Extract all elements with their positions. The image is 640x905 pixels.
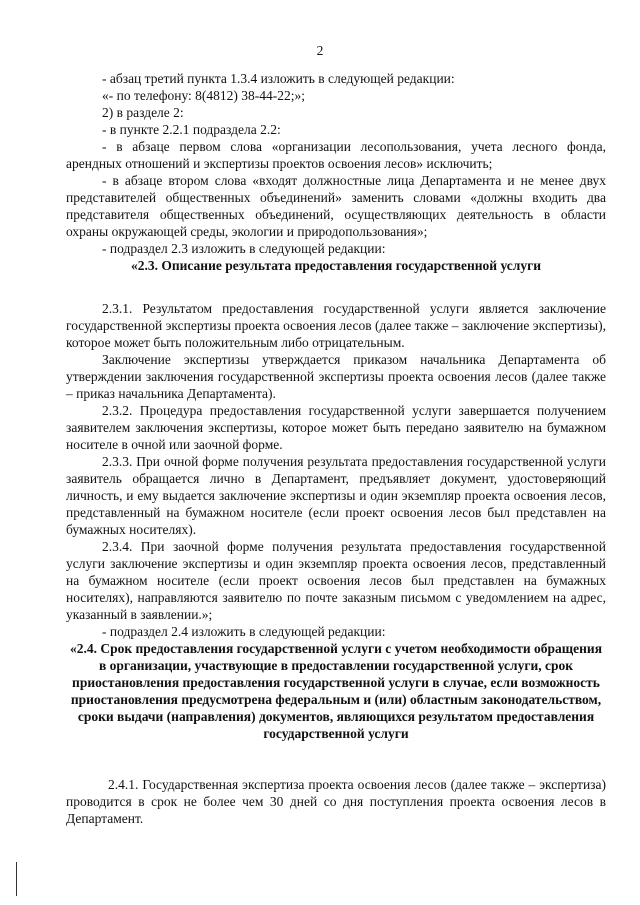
- section-heading-2-4: «2.4. Срок предоставления государственной услуги с учетом необходимости обращения в организации, участвующие в предоставлении государственной услуги, срок приостановления предоставления государственной услуги в случае, если возможность приостановления предусмотрена федеральным и (или) областным законодательством, сроки выдачи (направления) документов, являющихся результатом предоставления государственной услуги: [69, 641, 603, 741]
- page-number: 2: [316, 43, 324, 58]
- paragraph: - в абзаце первом слова «организации лесопользования, учета лесного фонда, арендных отношений и экспертизы проектов освоения лесов» исключить;: [66, 139, 606, 171]
- amendment-block-1: [66, 70, 606, 274]
- section-heading-2-3: «2.3. Описание результата предоставления государственной услуги: [130, 258, 542, 273]
- paragraph: 2.3.3. При очной форме получения результата предоставления государственной услуги заявитель обращается лично в Департамент, предъявляет документ, удостоверяющий личность, и ему выдается заключение экспертизы и один экземпляр проекта освоения лесов, представленный на бумажном носителе (если проект освоения лесов был представлен на бумажных носителях).: [66, 454, 606, 537]
- paragraph: Заключение экспертизы утверждается приказом начальника Департамента об утверждении заключения государственной экспертизы проекта освоения лесов (далее также – приказ начальника Департамента).: [66, 352, 606, 401]
- paragraph: 2.3.1. Результатом предоставления государственной услуги является заключение государственной экспертизы проекта освоения лесов (далее также – заключение экспертизы), которое может быть положительным либо отрицательным.: [66, 301, 606, 350]
- paragraph: - подраздел 2.3 изложить в следующей редакции:: [102, 241, 386, 256]
- paragraph: - подраздел 2.4 изложить в следующей редакции:: [102, 624, 386, 639]
- paragraph: «- по телефону: 8(4812) 38-44-22;»;: [102, 88, 306, 103]
- paragraph: - в пункте 2.2.1 подраздела 2.2:: [102, 122, 281, 137]
- paragraph: 2.4.1. Государственная экспертиза проекта освоения лесов (далее также – экспертиза) проводится в срок не более чем 30 дней со дня поступления проекта освоения лесов в Департамент.: [66, 777, 606, 826]
- section-2-4-body: [66, 776, 606, 827]
- paragraph: - абзац третий пункта 1.3.4 изложить в следующей редакции:: [102, 71, 455, 86]
- paragraph: 2) в разделе 2:: [102, 105, 184, 120]
- margin-mark: [16, 862, 17, 896]
- paragraph: - в абзаце втором слова «входят должностные лица Департамента и не менее двух представителей общественных объединений» заменить словами «должны входить два представителя общественных объединений, осуществляющих деятельность в области охраны окружающей среды, экологии и природопользования»;: [66, 173, 606, 239]
- paragraph: 2.3.4. При заочной форме получения результата предоставления государственной услуги заключение экспертизы и один экземпляр проекта освоения лесов, представленный на бумажном носителе (если проект освоения лесов был представлен на бумажных носителях), направляются заявителю по почте заказным письмом с уведомлением на адрес, указанный в заявлении.»;: [66, 539, 606, 622]
- paragraph: 2.3.2. Процедура предоставления государственной услуги завершается получением заявителем заключения экспертизы, которое может быть передано заявителю на бумажном носителе в очной или заочной форме.: [66, 403, 606, 452]
- section-2-3-body: [66, 300, 606, 742]
